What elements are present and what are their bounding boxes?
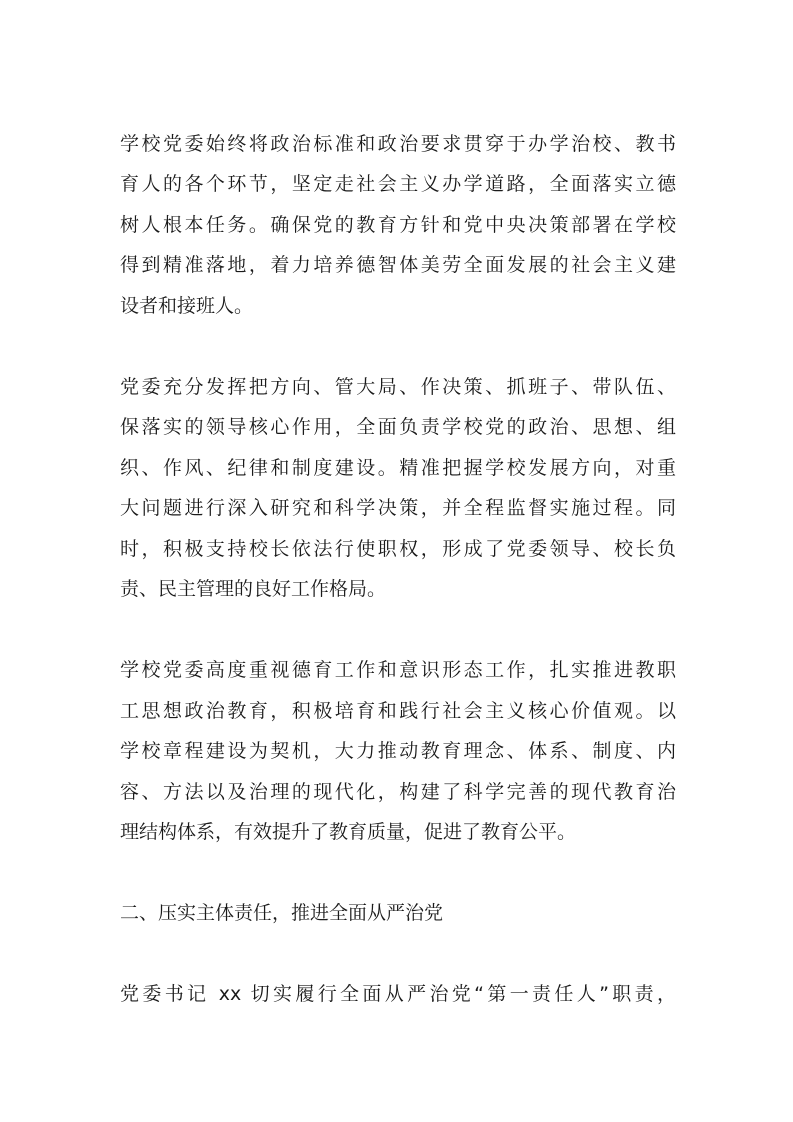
paragraph-2-line-5: 时，积极支持校长依法行使职权，形成了党委领导、校长负 xyxy=(120,538,676,560)
paragraph-3-line-1: 学校党委高度重视德育工作和意识形态工作，扎实推进教职 xyxy=(120,659,676,681)
paragraph-2-line-6: 责、民主管理的良好工作格局。 xyxy=(120,578,387,600)
section-heading: 二、压实主体责任，推进全面从严治党 xyxy=(120,902,444,924)
paragraph-1-line-2: 育人的各个环节，坚定走社会主义办学道路，全面落实立德 xyxy=(120,173,676,195)
paragraph-2-line-2: 保落实的领导核心作用，全面负责学校党的政治、思想、组 xyxy=(120,416,676,438)
paragraph-1-line-5: 设者和接班人。 xyxy=(120,295,254,317)
paragraph-1-line-1: 学校党委始终将政治标准和政治要求贯穿于办学治校、教书 xyxy=(120,133,676,155)
paragraph-1-line-3: 树人根本任务。确保党的教育方针和党中央决策部署在学校 xyxy=(120,214,676,236)
paragraph-2-line-1: 党委充分发挥把方向、管大局、作决策、抓班子、带队伍、 xyxy=(120,376,676,398)
paragraph-2-line-4: 大问题进行深入研究和科学决策，并全程监督实施过程。同 xyxy=(120,497,676,519)
paragraph-2-line-3: 织、作风、纪律和制度建设。精准把握学校发展方向，对重 xyxy=(120,457,676,479)
paragraph-3-line-4: 容、方法以及治理的现代化，构建了科学完善的现代教育治 xyxy=(120,781,676,803)
paragraph-3-line-3: 学校章程建设为契机，大力推动教育理念、体系、制度、内 xyxy=(120,740,676,762)
paragraph-3-line-2: 工思想政治教育，积极培育和践行社会主义核心价值观。以 xyxy=(120,700,676,722)
final-paragraph-line-1: 党委书记 xx 切实履行全面从严治党“第一责任人”职责， xyxy=(120,983,676,1005)
paragraph-3-line-5: 理结构体系，有效提升了教育质量，促进了教育公平。 xyxy=(120,821,577,843)
paragraph-1-line-4: 得到精准落地，着力培养德智体美劳全面发展的社会主义建 xyxy=(120,254,676,276)
